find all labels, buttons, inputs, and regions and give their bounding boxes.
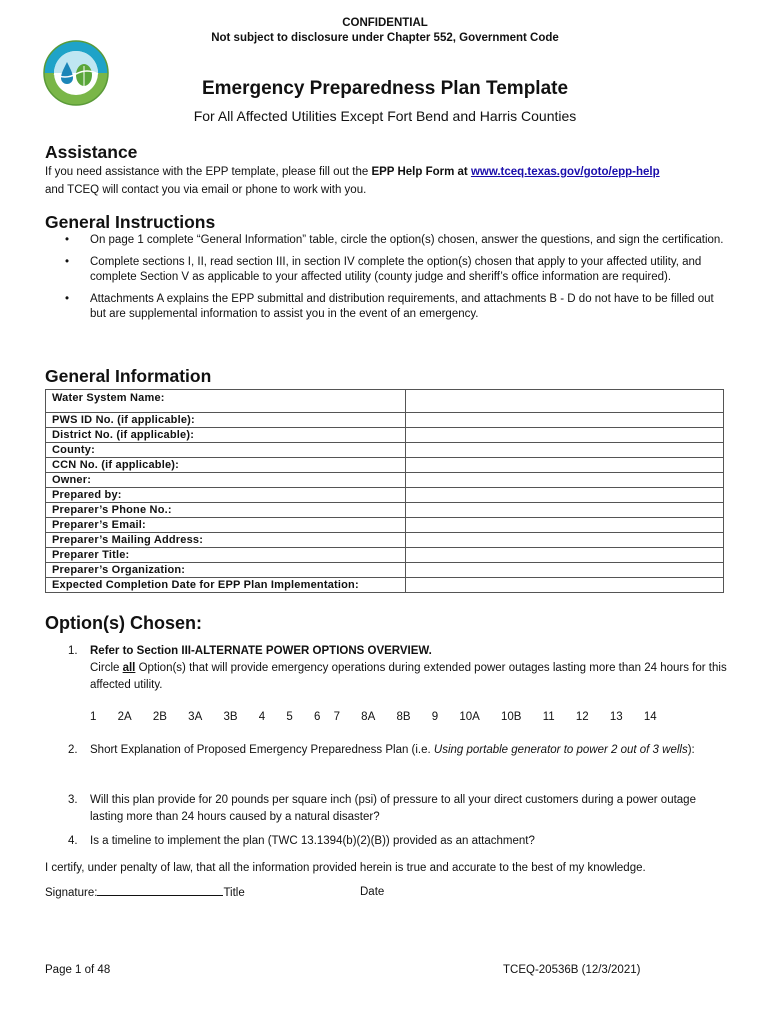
option-question-2	[68, 742, 728, 759]
option-choice[interactable]: 11	[542, 711, 555, 723]
instruction-item	[45, 292, 725, 323]
option-choice[interactable]: 8B	[396, 711, 411, 723]
signature-label: Signature:	[45, 887, 98, 899]
option-choice[interactable]: 9	[431, 711, 439, 723]
instructions-list	[45, 233, 725, 329]
assistance-intro: If you need assistance with the EPP template, please fill out the	[45, 166, 372, 178]
owner-field[interactable]	[406, 473, 724, 488]
instruction-text: Complete sections I, II, read section III, in section IV complete the option(s) chosen that apply to your affected utility, and complete Section V as applicable to your affected utility (county judge and sheriff’s office information are required).	[90, 255, 702, 283]
option-question-3	[68, 792, 728, 826]
example-text: Using portable generator to power 2 out of 3 wells	[433, 744, 688, 756]
option-choice[interactable]: 3A	[188, 711, 203, 723]
field-label: District No. (if applicable):	[46, 428, 406, 443]
signature-field[interactable]	[97, 883, 223, 896]
option-choice[interactable]: 14	[643, 711, 657, 723]
assistance-heading: Assistance	[45, 142, 138, 162]
table-row	[46, 473, 724, 488]
field-label: Expected Completion Date for EPP Plan Implementation:	[46, 578, 406, 593]
assistance-text	[45, 163, 735, 199]
assistance-contact-text: and TCEQ will contact you via email or phone to work with you.	[45, 184, 367, 196]
form-id: TCEQ-20536B (12/3/2021)	[503, 964, 641, 976]
table-row	[46, 578, 724, 593]
page-number: Page 1 of 48	[45, 964, 111, 976]
instruction-item	[45, 255, 725, 286]
field-label: CCN No. (if applicable):	[46, 458, 406, 473]
field-label: Preparer Title:	[46, 548, 406, 563]
bullet-icon: •	[65, 255, 70, 268]
pws-id-field[interactable]	[406, 413, 724, 428]
punctuation: ):	[687, 744, 695, 756]
preparer-organization-field[interactable]	[406, 563, 724, 578]
bullet-icon: •	[65, 234, 70, 246]
general-information-heading: General Information	[45, 366, 212, 386]
table-row	[46, 503, 724, 518]
table-row	[46, 458, 724, 473]
completion-date-field[interactable]	[406, 578, 724, 593]
option-choice[interactable]: 2A	[117, 711, 132, 723]
option-choices	[90, 711, 675, 723]
question-number: 3.	[68, 794, 78, 806]
field-label: Preparer’s Email:	[46, 518, 406, 533]
date-label: Date	[360, 886, 385, 898]
table-row	[46, 443, 724, 458]
field-label: County:	[46, 443, 406, 458]
emphasis-all: all	[122, 662, 136, 674]
question-number: 2.	[68, 744, 78, 756]
instruction-text: Attachments A explains the EPP submittal and distribution requirements, and attachments B - D do not have to be filled out but are supplemental information to assist you in the event of an emergency.	[90, 292, 714, 320]
water-system-name-field[interactable]	[406, 390, 724, 413]
option-choice[interactable]: 10B	[501, 711, 522, 723]
page-title: Emergency Preparedness Plan Template	[201, 78, 569, 99]
certification-statement: I certify, under penalty of law, that all the information provided herein is true and accurate to the best of my knowledge.	[45, 862, 646, 874]
general-instructions-heading: General Instructions	[45, 212, 216, 232]
option-choice[interactable]: 13	[609, 711, 623, 723]
table-row	[46, 563, 724, 578]
bullet-icon: •	[65, 292, 70, 305]
option-choice[interactable]: 5	[286, 711, 293, 723]
option-choice[interactable]: 12	[575, 711, 589, 723]
option-question-1	[68, 643, 728, 694]
field-label: Owner:	[46, 473, 406, 488]
table-row	[46, 533, 724, 548]
question-number: 4.	[68, 835, 78, 847]
table-row	[46, 390, 724, 413]
title-label: Title	[223, 887, 245, 899]
page-subtitle: For All Affected Utilities Except Fort Bend and Harris Counties	[193, 108, 577, 124]
circle-instruction: Option(s) that will provide emergency operations during extended power outages lasting more than 24 hours for this affected utility.	[90, 662, 727, 691]
field-label: PWS ID No. (if applicable):	[46, 413, 406, 428]
table-row	[46, 548, 724, 563]
table-row	[46, 428, 724, 443]
instruction-text: On page 1 complete “General Information” table, circle the option(s) chosen, answer the questions, and sign the certification.	[90, 234, 724, 246]
field-label: Water System Name:	[46, 390, 406, 413]
county-field[interactable]	[406, 443, 724, 458]
field-label: Preparer’s Mailing Address:	[46, 533, 406, 548]
section-reference: Refer to Section III-ALTERNATE POWER OPTIONS OVERVIEW	[90, 645, 429, 657]
option-question-4	[68, 833, 728, 850]
option-choice[interactable]: 1	[90, 711, 97, 723]
help-form-label: EPP Help Form at	[371, 166, 471, 178]
table-row	[46, 518, 724, 533]
question-text: Is a timeline to implement the plan (TWC 13.1394(b)(2)(B)) provided as an attachment?	[90, 835, 535, 847]
option-choice[interactable]: 3B	[223, 711, 238, 723]
field-label: Preparer’s Organization:	[46, 563, 406, 578]
option-choice[interactable]: 2B	[152, 711, 167, 723]
table-row	[46, 413, 724, 428]
question-text: Will this plan provide for 20 pounds per square inch (psi) of pressure to all your direct customers during a power outage lasting more than 24 hours caused by a natural disaster?	[90, 794, 696, 823]
epp-help-link[interactable]: www.tceq.texas.gov/goto/epp-help	[470, 166, 660, 178]
option-choice[interactable]: 4	[258, 711, 266, 723]
punctuation: .	[428, 645, 432, 657]
option-choice[interactable]: 8A	[361, 711, 376, 723]
field-label: Preparer’s Phone No.:	[46, 503, 406, 518]
options-chosen-heading: Option(s) Chosen:	[45, 613, 202, 633]
preparer-email-field[interactable]	[406, 518, 724, 533]
disclosure-note: Not subject to disclosure under Chapter 552, Government Code	[211, 32, 559, 44]
option-choice[interactable]: 6	[313, 711, 321, 723]
district-no-field[interactable]	[406, 428, 724, 443]
preparer-phone-field[interactable]	[406, 503, 724, 518]
option-choice[interactable]: 7	[333, 711, 340, 723]
ccn-no-field[interactable]	[406, 458, 724, 473]
preparer-address-field[interactable]	[406, 533, 724, 548]
signature-row	[45, 883, 735, 902]
instruction-item	[45, 233, 725, 249]
confidential-label: CONFIDENTIAL	[342, 17, 428, 29]
table-row	[46, 488, 724, 503]
option-choice[interactable]: 10A	[459, 711, 480, 723]
general-information-table	[45, 389, 724, 593]
circle-prefix: Circle	[90, 662, 123, 674]
question-text: Short Explanation of Proposed Emergency Preparedness Plan (i.e.	[90, 744, 434, 756]
question-number: 1.	[68, 645, 78, 657]
prepared-by-field[interactable]	[406, 488, 724, 503]
preparer-title-field[interactable]	[406, 548, 724, 563]
field-label: Prepared by:	[46, 488, 406, 503]
